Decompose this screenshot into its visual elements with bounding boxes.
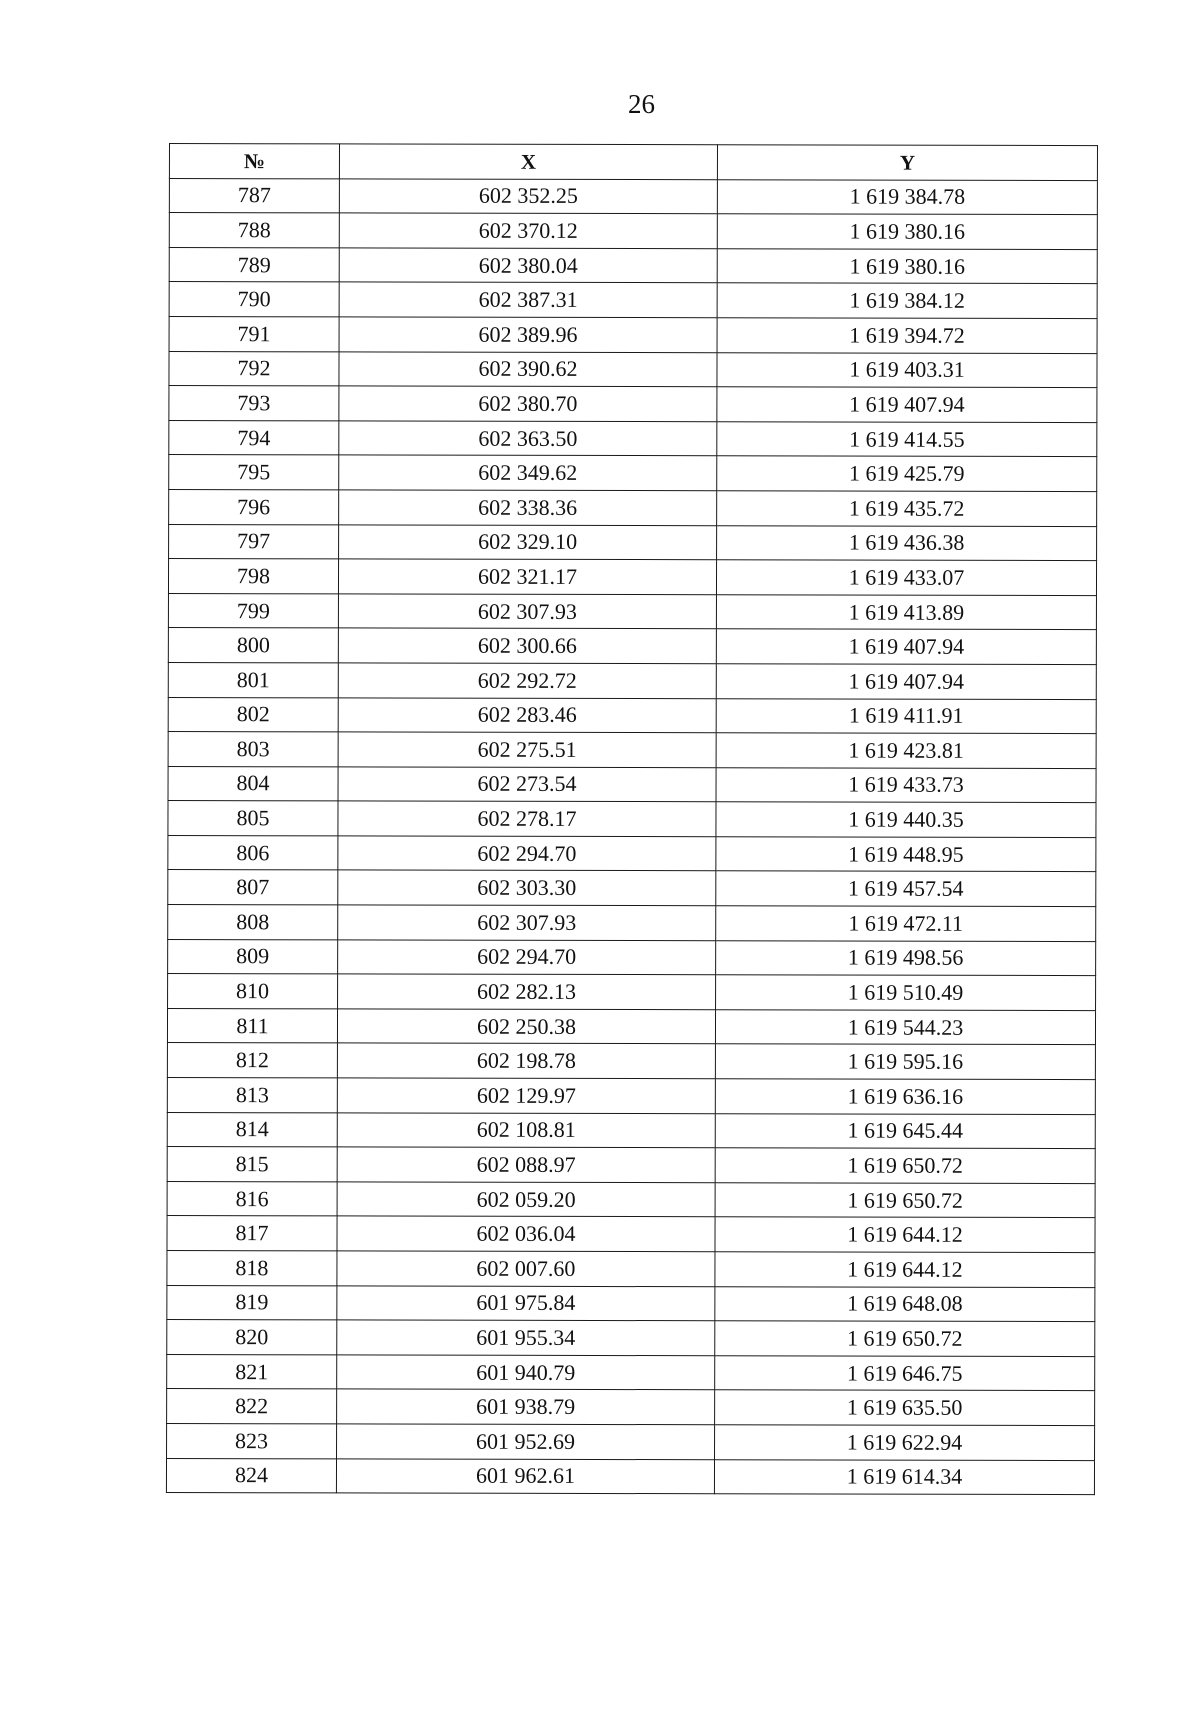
column-header-x: X <box>339 144 717 179</box>
y-coordinate-cell: 1 619 614.34 <box>714 1459 1094 1494</box>
table-body <box>166 178 1097 1495</box>
point-number-cell: 816 <box>167 1181 337 1216</box>
y-coordinate-cell: 1 619 448.95 <box>716 837 1096 872</box>
y-coordinate-cell: 1 619 650.72 <box>715 1148 1095 1183</box>
y-coordinate-cell: 1 619 413.89 <box>716 594 1096 629</box>
x-coordinate-cell: 601 938.79 <box>337 1389 715 1424</box>
y-coordinate-cell: 1 619 433.07 <box>716 560 1096 595</box>
y-coordinate-cell: 1 619 644.12 <box>715 1252 1095 1287</box>
x-coordinate-cell: 602 380.70 <box>339 386 717 421</box>
table-row <box>167 1320 1095 1357</box>
y-coordinate-cell: 1 619 423.81 <box>716 733 1096 768</box>
y-coordinate-cell: 1 619 433.73 <box>716 767 1096 802</box>
point-number-cell: 805 <box>168 801 338 836</box>
x-coordinate-cell: 602 036.04 <box>337 1216 715 1251</box>
table-row <box>169 455 1097 492</box>
y-coordinate-cell: 1 619 650.72 <box>715 1183 1095 1218</box>
y-coordinate-cell: 1 619 384.78 <box>717 179 1097 214</box>
table-row <box>169 524 1097 561</box>
x-coordinate-cell: 602 329.10 <box>339 524 717 559</box>
y-coordinate-cell: 1 619 407.94 <box>716 664 1096 699</box>
x-coordinate-cell: 602 338.36 <box>339 490 717 525</box>
x-coordinate-cell: 601 940.79 <box>337 1355 715 1390</box>
y-coordinate-cell: 1 619 510.49 <box>716 975 1096 1010</box>
table-row <box>167 1078 1095 1115</box>
table-row <box>167 1423 1095 1460</box>
point-number-cell: 818 <box>167 1250 337 1285</box>
point-number-cell: 800 <box>168 628 338 663</box>
x-coordinate-cell: 601 952.69 <box>337 1424 715 1459</box>
x-coordinate-cell: 602 303.30 <box>338 870 716 905</box>
x-coordinate-cell: 602 352.25 <box>339 178 717 213</box>
point-number-cell: 793 <box>169 386 339 421</box>
point-number-cell: 804 <box>168 766 338 801</box>
x-coordinate-cell: 602 390.62 <box>339 351 717 386</box>
point-number-cell: 821 <box>167 1354 337 1389</box>
x-coordinate-cell: 602 198.78 <box>337 1043 715 1078</box>
y-coordinate-cell: 1 619 394.72 <box>717 318 1097 353</box>
table-row <box>168 870 1096 907</box>
point-number-cell: 787 <box>169 178 339 213</box>
y-coordinate-cell: 1 619 440.35 <box>716 802 1096 837</box>
coordinates-table <box>166 143 1098 1495</box>
table-row <box>169 213 1097 250</box>
y-coordinate-cell: 1 619 644.12 <box>715 1217 1095 1252</box>
point-number-cell: 794 <box>169 420 339 455</box>
x-coordinate-cell: 602 363.50 <box>339 421 717 456</box>
point-number-cell: 824 <box>166 1458 336 1493</box>
x-coordinate-cell: 601 962.61 <box>336 1458 714 1493</box>
point-number-cell: 795 <box>169 455 339 490</box>
point-number-cell: 798 <box>168 559 338 594</box>
table-row <box>168 732 1096 769</box>
y-coordinate-cell: 1 619 472.11 <box>716 906 1096 941</box>
y-coordinate-cell: 1 619 435.72 <box>717 491 1097 526</box>
y-coordinate-cell: 1 619 407.94 <box>717 387 1097 422</box>
table-row <box>169 351 1097 388</box>
x-coordinate-cell: 602 380.04 <box>339 248 717 283</box>
point-number-cell: 812 <box>167 1043 337 1078</box>
x-coordinate-cell: 602 273.54 <box>338 767 716 802</box>
y-coordinate-cell: 1 619 648.08 <box>715 1286 1095 1321</box>
table-row <box>168 835 1096 872</box>
table-row <box>169 489 1097 526</box>
column-header-number: № <box>169 144 339 179</box>
table-row <box>167 1216 1095 1253</box>
y-coordinate-cell: 1 619 636.16 <box>715 1079 1095 1114</box>
x-coordinate-cell: 602 292.72 <box>338 663 716 698</box>
point-number-cell: 792 <box>169 351 339 386</box>
y-coordinate-cell: 1 619 411.91 <box>716 698 1096 733</box>
point-number-cell: 808 <box>168 905 338 940</box>
y-coordinate-cell: 1 619 595.16 <box>715 1044 1095 1079</box>
point-number-cell: 814 <box>167 1112 337 1147</box>
table-row <box>168 593 1096 630</box>
point-number-cell: 815 <box>167 1147 337 1182</box>
column-header-y: Y <box>717 145 1097 180</box>
point-number-cell: 811 <box>167 1008 337 1043</box>
point-number-cell: 820 <box>167 1320 337 1355</box>
x-coordinate-cell: 602 294.70 <box>338 836 716 871</box>
y-coordinate-cell: 1 619 622.94 <box>715 1425 1095 1460</box>
table-row <box>167 1008 1095 1045</box>
y-coordinate-cell: 1 619 498.56 <box>716 940 1096 975</box>
point-number-cell: 806 <box>168 835 338 870</box>
x-coordinate-cell: 602 129.97 <box>337 1078 715 1113</box>
x-coordinate-cell: 602 283.46 <box>338 697 716 732</box>
y-coordinate-cell: 1 619 635.50 <box>715 1390 1095 1425</box>
table-row <box>169 247 1097 284</box>
y-coordinate-cell: 1 619 457.54 <box>716 871 1096 906</box>
x-coordinate-cell: 602 370.12 <box>339 213 717 248</box>
x-coordinate-cell: 602 108.81 <box>337 1113 715 1148</box>
x-coordinate-cell: 602 278.17 <box>338 801 716 836</box>
x-coordinate-cell: 602 275.51 <box>338 732 716 767</box>
point-number-cell: 810 <box>168 974 338 1009</box>
table-row <box>167 1112 1095 1149</box>
table-row <box>168 801 1096 838</box>
x-coordinate-cell: 602 294.70 <box>338 940 716 975</box>
point-number-cell: 790 <box>169 282 339 317</box>
point-number-cell: 789 <box>169 247 339 282</box>
point-number-cell: 801 <box>168 662 338 697</box>
y-coordinate-cell: 1 619 380.16 <box>717 214 1097 249</box>
table-row <box>169 178 1097 215</box>
y-coordinate-cell: 1 619 414.55 <box>717 421 1097 456</box>
x-coordinate-cell: 602 387.31 <box>339 282 717 317</box>
table-row <box>167 1354 1095 1391</box>
point-number-cell: 803 <box>168 732 338 767</box>
table-row <box>168 766 1096 803</box>
x-coordinate-cell: 602 088.97 <box>337 1147 715 1182</box>
x-coordinate-cell: 602 307.93 <box>338 594 716 629</box>
point-number-cell: 796 <box>169 489 339 524</box>
table-row <box>168 939 1096 976</box>
table-row <box>168 697 1096 734</box>
table-row <box>168 974 1096 1011</box>
table-row <box>166 1458 1094 1495</box>
y-coordinate-cell: 1 619 645.44 <box>715 1113 1095 1148</box>
table-row <box>167 1250 1095 1287</box>
table-row <box>167 1285 1095 1322</box>
x-coordinate-cell: 602 282.13 <box>338 974 716 1009</box>
y-coordinate-cell: 1 619 407.94 <box>716 629 1096 664</box>
table-row <box>169 420 1097 457</box>
y-coordinate-cell: 1 619 650.72 <box>715 1321 1095 1356</box>
x-coordinate-cell: 601 955.34 <box>337 1320 715 1355</box>
y-coordinate-cell: 1 619 384.12 <box>717 283 1097 318</box>
table-row <box>167 1181 1095 1218</box>
point-number-cell: 802 <box>168 697 338 732</box>
y-coordinate-cell: 1 619 544.23 <box>715 1010 1095 1045</box>
x-coordinate-cell: 602 059.20 <box>337 1182 715 1217</box>
y-coordinate-cell: 1 619 403.31 <box>717 352 1097 387</box>
table-row <box>168 905 1096 942</box>
table-row <box>168 662 1096 699</box>
x-coordinate-cell: 602 007.60 <box>337 1251 715 1286</box>
x-coordinate-cell: 602 349.62 <box>339 455 717 490</box>
point-number-cell: 788 <box>169 213 339 248</box>
point-number-cell: 822 <box>167 1389 337 1424</box>
table-row <box>167 1147 1095 1184</box>
x-coordinate-cell: 602 321.17 <box>338 559 716 594</box>
table-row <box>169 386 1097 423</box>
point-number-cell: 809 <box>168 939 338 974</box>
x-coordinate-cell: 602 300.66 <box>338 628 716 663</box>
y-coordinate-cell: 1 619 436.38 <box>717 525 1097 560</box>
table-header-row <box>169 144 1097 181</box>
x-coordinate-cell: 601 975.84 <box>337 1285 715 1320</box>
table-row <box>167 1389 1095 1426</box>
page-number: 26 <box>628 89 655 119</box>
table-row <box>168 628 1096 665</box>
x-coordinate-cell: 602 307.93 <box>338 905 716 940</box>
x-coordinate-cell: 602 250.38 <box>337 1009 715 1044</box>
point-number-cell: 807 <box>168 870 338 905</box>
point-number-cell: 813 <box>167 1078 337 1113</box>
y-coordinate-cell: 1 619 380.16 <box>717 249 1097 284</box>
table-row <box>168 559 1096 596</box>
point-number-cell: 823 <box>167 1423 337 1458</box>
y-coordinate-cell: 1 619 646.75 <box>715 1356 1095 1391</box>
point-number-cell: 799 <box>168 593 338 628</box>
y-coordinate-cell: 1 619 425.79 <box>717 456 1097 491</box>
point-number-cell: 797 <box>169 524 339 559</box>
table-row <box>169 316 1097 353</box>
table-row <box>169 282 1097 319</box>
table-row <box>167 1043 1095 1080</box>
x-coordinate-cell: 602 389.96 <box>339 317 717 352</box>
point-number-cell: 791 <box>169 316 339 351</box>
point-number-cell: 817 <box>167 1216 337 1251</box>
point-number-cell: 819 <box>167 1285 337 1320</box>
